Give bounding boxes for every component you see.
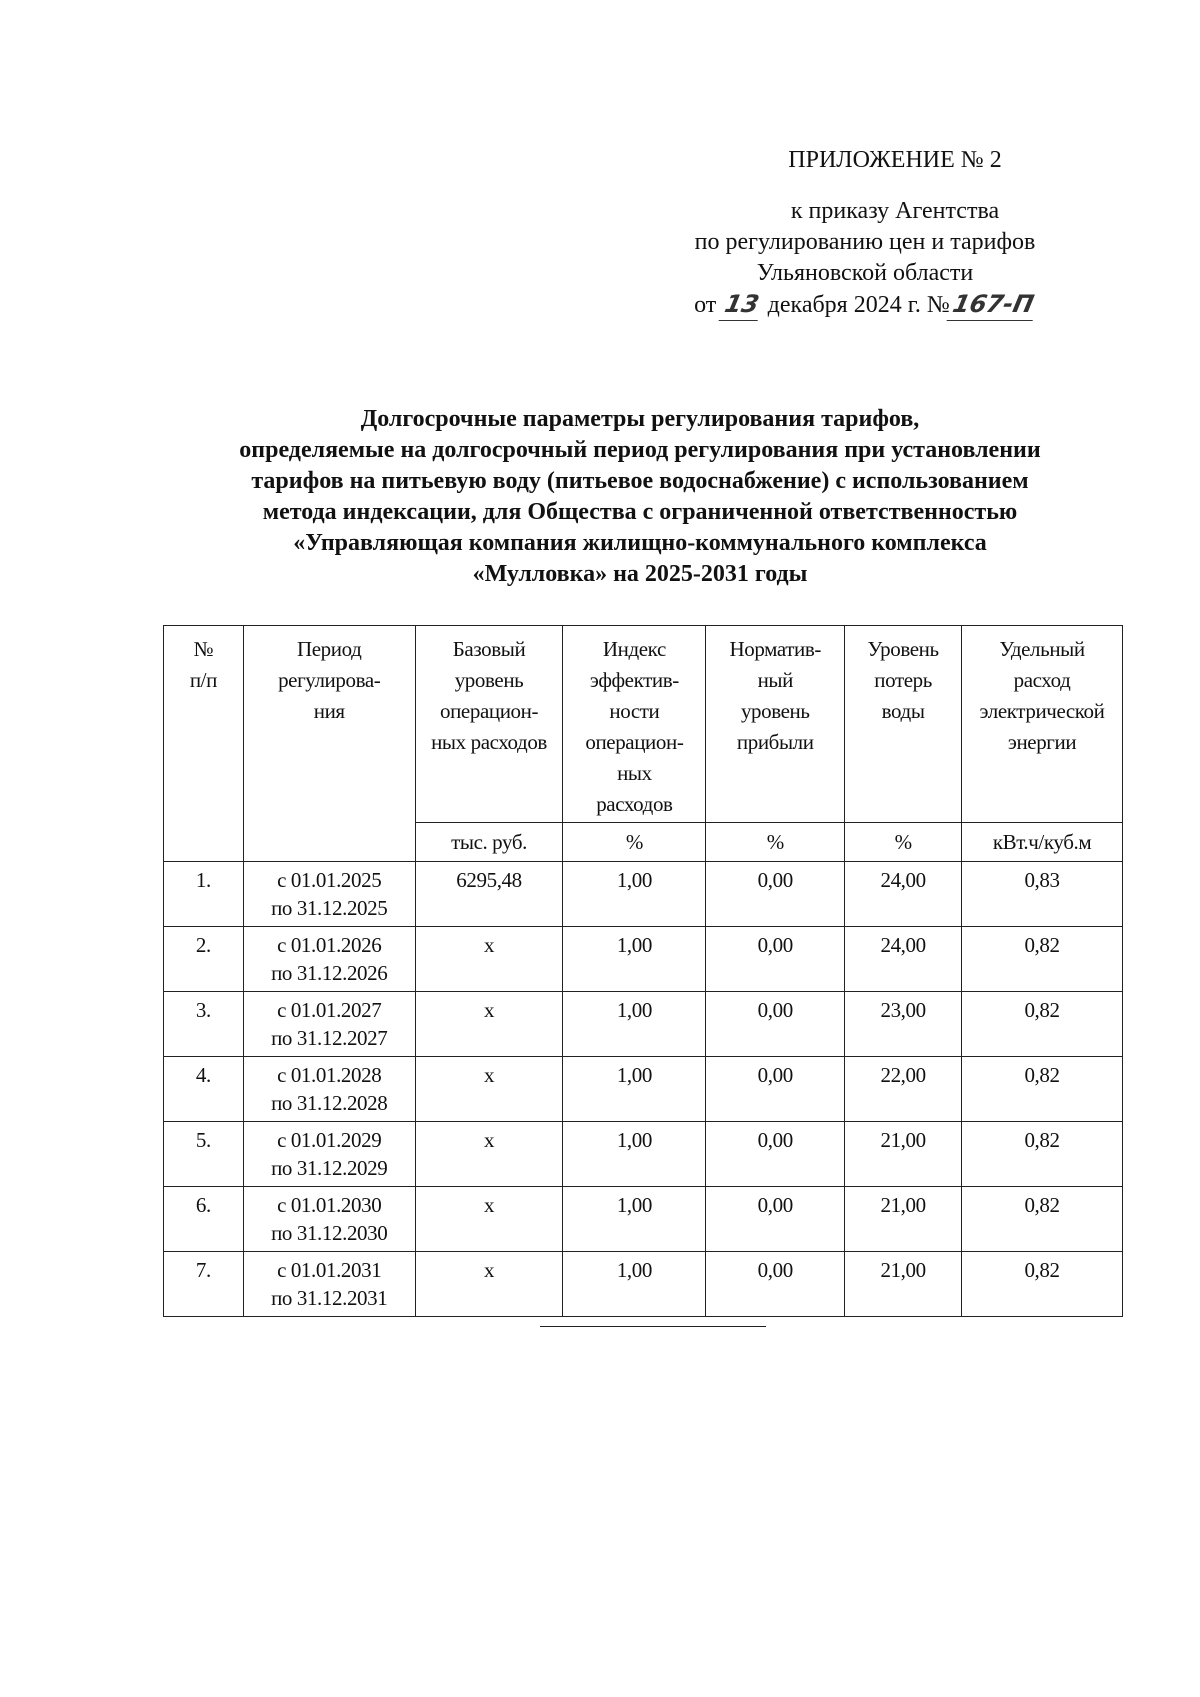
- appendix-title: ПРИЛОЖЕНИЕ № 2: [788, 147, 1002, 173]
- row-base-cell: x: [415, 1122, 563, 1187]
- row-energy-cell: 0,82: [962, 1057, 1123, 1122]
- row-profit-cell: 0,00: [706, 862, 845, 927]
- row-num-cell: 2.: [164, 927, 244, 992]
- row-energy-cell: 0,82: [962, 1122, 1123, 1187]
- unit-base: тыс. руб.: [415, 823, 563, 862]
- table-row: [164, 1122, 1123, 1187]
- title-line-3: тарифов на питьевую воду (питьевое водоснабжение) с использованием: [251, 468, 1029, 494]
- table-row: [164, 1057, 1123, 1122]
- table-header-row: [164, 626, 1123, 823]
- col-header-water-loss: Уровень потерь воды: [845, 626, 962, 823]
- unit-energy: кВт.ч/куб.м: [962, 823, 1123, 862]
- order-reference-line-2: по регулированию цен и тарифов: [694, 229, 1036, 255]
- order-day-handwritten: 13: [719, 289, 765, 321]
- row-profit-cell: 0,00: [706, 1187, 845, 1252]
- row-period-cell: с 01.01.2025 по 31.12.2025: [243, 862, 415, 927]
- row-period-cell: с 01.01.2028 по 31.12.2028: [243, 1057, 415, 1122]
- row-profit-cell: 0,00: [706, 992, 845, 1057]
- row-loss-cell: 23,00: [845, 992, 962, 1057]
- row-loss-cell: 22,00: [845, 1057, 962, 1122]
- row-num-cell: 7.: [164, 1252, 244, 1317]
- row-profit-cell: 0,00: [706, 1252, 845, 1317]
- row-num-cell: 1.: [164, 862, 244, 927]
- table-row: [164, 927, 1123, 992]
- row-loss-cell: 24,00: [845, 927, 962, 992]
- document-title: [160, 404, 1120, 590]
- order-prefix: от: [694, 292, 717, 318]
- row-period-cell: с 01.01.2030 по 31.12.2030: [243, 1187, 415, 1252]
- col-header-efficiency-index: Индекс эффектив- ности операцион- ных расходов: [563, 626, 706, 823]
- row-base-cell: x: [415, 1252, 563, 1317]
- row-index-cell: 1,00: [563, 1187, 706, 1252]
- title-line-1: Долгосрочные параметры регулирования тарифов,: [360, 406, 920, 432]
- col-header-period: Период регулирова- ния: [243, 626, 415, 862]
- unit-profit: %: [706, 823, 845, 862]
- row-num-cell: 5.: [164, 1122, 244, 1187]
- row-base-cell: x: [415, 1057, 563, 1122]
- order-reference-line-1: к приказу Агентства: [790, 198, 1000, 224]
- row-energy-cell: 0,82: [962, 927, 1123, 992]
- order-number-handwritten: 167-П: [946, 289, 1039, 321]
- table-row: [164, 1252, 1123, 1317]
- row-loss-cell: 21,00: [845, 1252, 962, 1317]
- row-index-cell: 1,00: [563, 927, 706, 992]
- table-body: [164, 862, 1123, 1317]
- table-row: [164, 992, 1123, 1057]
- row-index-cell: 1,00: [563, 992, 706, 1057]
- parameters-table: [163, 625, 1123, 1317]
- unit-index: %: [563, 823, 706, 862]
- row-index-cell: 1,00: [563, 1057, 706, 1122]
- row-index-cell: 1,00: [563, 1122, 706, 1187]
- col-header-profit-level: Норматив- ный уровень прибыли: [706, 626, 845, 823]
- order-date-line: [650, 289, 1080, 321]
- row-period-cell: с 01.01.2026 по 31.12.2026: [243, 927, 415, 992]
- row-profit-cell: 0,00: [706, 1057, 845, 1122]
- row-period-cell: с 01.01.2031 по 31.12.2031: [243, 1252, 415, 1317]
- row-base-cell: x: [415, 1187, 563, 1252]
- title-line-6: «Мулловка» на 2025-2031 годы: [472, 561, 808, 587]
- row-energy-cell: 0,82: [962, 1187, 1123, 1252]
- closing-rule: [540, 1326, 766, 1327]
- order-month-year: декабря 2024 г. №: [767, 292, 950, 318]
- row-energy-cell: 0,83: [962, 862, 1123, 927]
- table-row: [164, 862, 1123, 927]
- row-loss-cell: 21,00: [845, 1122, 962, 1187]
- row-num-cell: 6.: [164, 1187, 244, 1252]
- row-energy-cell: 0,82: [962, 1252, 1123, 1317]
- row-period-cell: с 01.01.2027 по 31.12.2027: [243, 992, 415, 1057]
- title-line-5: «Управляющая компания жилищно-коммунального комплекса: [293, 530, 987, 556]
- appendix-header: [650, 145, 1080, 321]
- table-row: [164, 1187, 1123, 1252]
- row-num-cell: 3.: [164, 992, 244, 1057]
- col-header-energy: Удельный расход электрической энергии: [962, 626, 1123, 823]
- row-energy-cell: 0,82: [962, 992, 1123, 1057]
- row-base-cell: x: [415, 927, 563, 992]
- row-index-cell: 1,00: [563, 862, 706, 927]
- col-header-base-costs: Базовый уровень операцион- ных расходов: [415, 626, 563, 823]
- row-profit-cell: 0,00: [706, 927, 845, 992]
- col-header-num: № п/п: [164, 626, 244, 862]
- row-index-cell: 1,00: [563, 1252, 706, 1317]
- unit-loss: %: [845, 823, 962, 862]
- order-reference-line-3: Ульяновской области: [756, 260, 974, 286]
- row-profit-cell: 0,00: [706, 1122, 845, 1187]
- row-base-cell: 6295,48: [415, 862, 563, 927]
- title-line-4: метода индексации, для Общества с ограниченной ответственностью: [262, 499, 1018, 525]
- row-base-cell: x: [415, 992, 563, 1057]
- row-loss-cell: 24,00: [845, 862, 962, 927]
- row-num-cell: 4.: [164, 1057, 244, 1122]
- title-line-2: определяемые на долгосрочный период регулирования при установлении: [239, 437, 1041, 463]
- row-period-cell: с 01.01.2029 по 31.12.2029: [243, 1122, 415, 1187]
- row-loss-cell: 21,00: [845, 1187, 962, 1252]
